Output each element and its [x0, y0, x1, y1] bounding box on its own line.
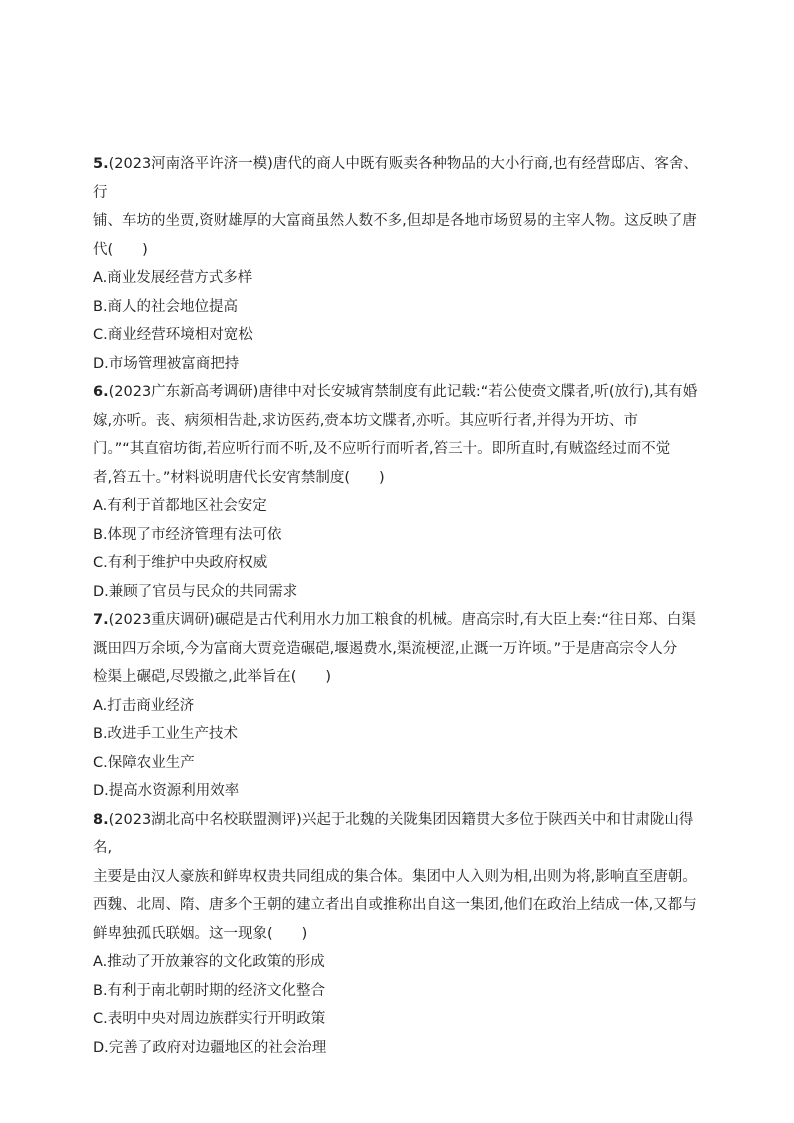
answer-option: A.打击商业经济: [93, 697, 195, 714]
answer-option: D.提高水资源利用效率: [93, 783, 240, 799]
question-text: 者,笞五十。”材料说明唐代长安宵禁制度( ): [93, 469, 385, 486]
question-5: [93, 150, 705, 378]
answer-option: A.推动了开放兼容的文化政策的形成: [93, 954, 325, 970]
answer-option: D.兼顾了官员与民众的共同需求: [93, 583, 298, 600]
question-text: 铺、车坊的坐贾,资财雄厚的大富商虽然人数不多,但却是各地市场贸易的主宰人物。这反映了唐: [93, 213, 697, 229]
question-stem-line: [93, 806, 705, 863]
answer-option: A.商业发展经营方式多样: [93, 270, 253, 286]
question-stem-line: [93, 920, 705, 949]
answer-option: C.有利于维护中央政府权威: [93, 555, 268, 571]
answer-option: D.完善了政府对边疆地区的社会治理: [93, 1039, 327, 1056]
question-7: [93, 606, 705, 806]
answer-option: C.表明中央对周边族群实行开明政策: [93, 1011, 326, 1027]
question-list: [93, 150, 705, 1062]
answer-option: B.有利于南北朝时期的经济文化整合: [93, 982, 326, 999]
question-text: 门。”“其直宿坊街,若应听行而不听,及不应听行而听者,笞三十。即所直时,有贼盗经过而不觉: [93, 441, 671, 457]
question-text: 兴起于北魏的关陇集团因籍贯大多位于陕西关中和甘肃陇山得名,: [93, 811, 694, 856]
question-stem-line: [93, 464, 705, 493]
question-text: 西魏、北周、隋、唐多个王朝的建立者出自或推称出自这一集团,他们在政治上结成一体,又都与: [93, 897, 697, 913]
question-source: (2023广东新高考调研): [108, 384, 259, 400]
answer-option: C.商业经营环境相对宽松: [93, 327, 253, 343]
question-text: 唐律中对长安城宵禁制度有此记载:“若公使赍文牒者,听(放行),其有婚: [258, 384, 698, 400]
question-stem-line: [93, 378, 705, 407]
answer-option: C.保障农业生产: [93, 754, 195, 771]
question-text: 检渠上碾硙,尽毁撤之,此举旨在( ): [93, 669, 332, 685]
question-6: [93, 378, 705, 606]
question-stem-line: [93, 435, 705, 464]
question-stem-line: [93, 407, 705, 436]
question-stem-line: [93, 606, 705, 635]
question-source: (2023湖北高中名校联盟测评): [108, 811, 302, 828]
question-text: 嫁,亦听。丧、病须相告赴,求访医药,赍本坊文牒者,亦听。其应听行者,并得为开坊、市: [93, 412, 639, 429]
answer-option: B.商人的社会地位提高: [93, 298, 239, 315]
question-number: 7.: [93, 612, 109, 628]
question-stem-line: [93, 635, 705, 664]
question-text: 鲜卑独孤氏联姻。这一现象( ): [93, 925, 308, 942]
question-source: (2023重庆调研): [108, 612, 215, 628]
question-8: [93, 806, 705, 1063]
question-source: (2023河南洛平许济一模): [108, 156, 273, 172]
question-stem-line: [93, 207, 705, 236]
question-text: 唐代的商人中既有贩卖各种物品的大小行商,也有经营邸店、客舍、行: [93, 156, 698, 201]
question-stem-line: [93, 663, 705, 692]
answer-option: B.体现了市经济管理有法可依: [93, 526, 282, 543]
question-number: 5.: [93, 156, 109, 172]
question-stem-line: [93, 891, 705, 920]
question-text: 碾硙是古代利用水力加工粮食的机械。唐高宗时,有大臣上奏:“往日郑、白渠: [214, 612, 696, 628]
question-text: 主要是由汉人豪族和鲜卑权贵共同组成的集合体。集团中人入则为相,出则为将,影响直至唐朝。: [93, 868, 697, 885]
answer-option: D.市场管理被富商把持: [93, 355, 240, 372]
question-text: 溉田四万余顷,今为富商大贾竞造碾硙,堰遏费水,渠流梗涩,止溉一万许顷。”于是唐高宗令人分: [93, 640, 678, 657]
answer-option: B.改进手工业生产技术: [93, 726, 239, 742]
question-text: 代( ): [93, 241, 148, 258]
question-stem-line: [93, 150, 705, 207]
question-number: 8.: [93, 811, 109, 828]
answer-option: A.有利于首都地区社会安定: [93, 498, 267, 514]
question-number: 6.: [93, 384, 109, 400]
question-stem-line: [93, 863, 705, 892]
question-stem-line: [93, 236, 705, 265]
